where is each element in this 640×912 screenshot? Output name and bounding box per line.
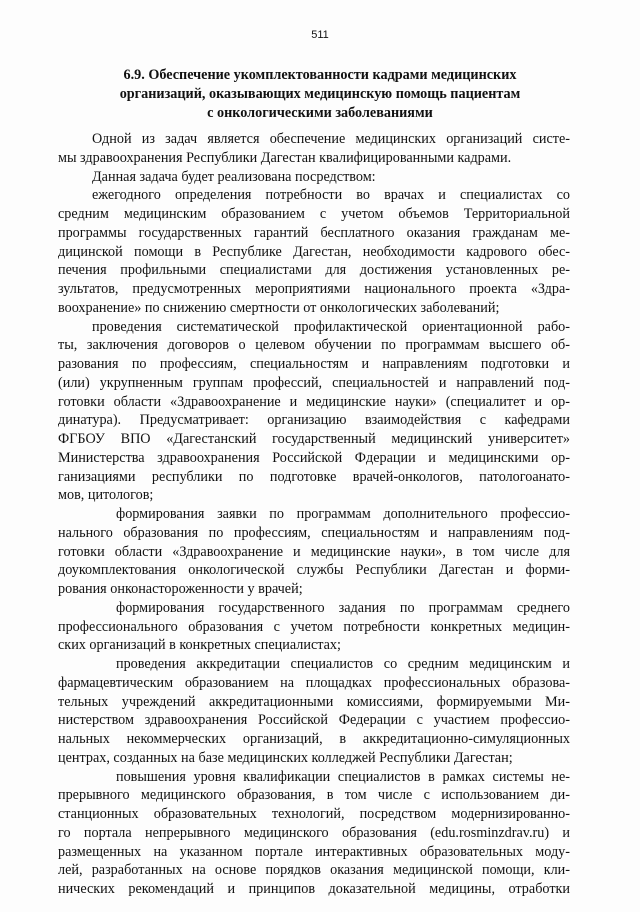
text-line: ских организаций в конкретных специалистах;	[58, 637, 341, 654]
section-heading	[60, 66, 580, 123]
text-line: Данная задача будет реализована посредством:	[92, 168, 376, 185]
text-line: ФГБОУ ВПО «Дагестанский государственный медицинский университет»	[58, 431, 570, 447]
text-line: го портала непрерывного медицинского образования (edu.rosminzdrav.ru) и	[58, 824, 570, 841]
text-line: нальных некоммерческих организаций, в аккредитационно-симуляционных	[58, 731, 570, 747]
text-line: размещенных на указанном портале интерактивных образовательных моду-	[58, 843, 570, 860]
text-line: станционных образовательных технологий, посредством модернизированно-	[58, 806, 570, 822]
paragraph	[58, 768, 570, 899]
paragraph	[58, 168, 570, 187]
text-line: печения профильными специалистами для достижения установленных ре-	[58, 262, 570, 279]
text-line: готовки области «Здравоохранение и медицинские науки» (специалитет и ор-	[58, 393, 570, 410]
text-line: Одной из задач является обеспечение медицинских организаций систе-	[92, 131, 570, 147]
text-line: тельных учреждений аккредитационными комиссиями, формируемыми Ми-	[58, 693, 570, 710]
text-line: нистерством здравоохранения Российской Федерации с участием профессио-	[58, 712, 570, 729]
text-line: центрах, созданных на базе медицинских колледжей Республики Дагестан;	[58, 749, 513, 766]
text-line: зультатов, предусмотренных мероприятиями национального проекта «Здра-	[58, 281, 570, 297]
paragraph	[58, 318, 570, 506]
text-line: профессионального образования с учетом потребности конкретных медицин-	[58, 618, 570, 635]
text-line: формирования заявки по программам дополнительного профессио-	[116, 506, 570, 522]
text-line: готовки области «Здравоохранение и медицинские науки», в том числе для	[58, 543, 570, 560]
text-line: дицинской помощи в Республике Дагестан, необходимости кадрового обес-	[58, 243, 570, 260]
text-line: разования по профессиям, специальностям и направлениям подготовки и	[58, 356, 570, 372]
text-line: формирования государственного задания по программам среднего	[116, 599, 570, 616]
text-line: нального образования по профессиям, специальностям и направлениям под-	[58, 524, 570, 541]
text-line: проведения систематической профилактической ориентационной рабо-	[92, 318, 570, 335]
text-line: ганизациями республики по подготовке врачей-онкологов, патологоанато-	[58, 468, 570, 485]
heading-line: 6.9. Обеспечение укомплектованности кадрами медицинских	[123, 67, 517, 83]
text-line: ты, заключения договоров о целевом обучении по программам высшего об-	[58, 337, 570, 354]
text-line: средним медицинским образованием с учетом объемов Территориальной	[58, 206, 570, 222]
text-line: (или) укрупненным группам профессий, специальностей и направлений под-	[58, 374, 570, 391]
text-line: проведения аккредитации специалистов со средним медицинским и	[116, 656, 570, 672]
page-number: 511	[311, 29, 329, 41]
text-line: рования онконастороженности у врачей;	[58, 581, 303, 597]
text-line: ежегодного определения потребности во врачах и специалистах со	[92, 187, 570, 204]
paragraph	[58, 655, 570, 768]
heading-line: с онкологическими заболеваниями	[207, 105, 433, 121]
document-body	[58, 130, 570, 899]
text-line: нических рекомендаций и принципов доказательной медицины, отработки	[58, 881, 570, 897]
text-line: мов, цитологов;	[58, 487, 154, 504]
text-line: динатура). Предусматривает: организацию взаимодействия с кафедрами	[58, 412, 570, 429]
text-line: Министерства здравоохранения Российской Фдерации и медицинскими ор-	[58, 449, 570, 466]
paragraph	[58, 505, 570, 599]
paragraph	[58, 130, 570, 168]
text-line: воохранение» по снижению смертности от онкологических заболеваний;	[58, 299, 500, 316]
text-line: повышения уровня квалификации специалистов в рамках системы не-	[116, 768, 570, 785]
text-line: фармацевтическим образованием на площадках профессиональных образова-	[58, 674, 570, 691]
text-line: прерывного медицинского образования, в том числе с использованием ди-	[58, 787, 570, 804]
text-line: мы здравоохранения Республики Дагестан квалифицированными кадрами.	[58, 149, 512, 166]
paragraph	[58, 186, 570, 317]
text-line: доукомплектования онкологической службы Республики Дагестан и форми-	[58, 562, 570, 579]
paragraph	[58, 599, 570, 655]
text-line: лей, разработанных на основе порядков оказания медицинской помощи, кли-	[58, 862, 570, 879]
heading-line: организаций, оказывающих медицинскую помощь пациентам	[119, 86, 521, 102]
text-line: программы государственных гарантий бесплатного оказания гражданам ме-	[58, 224, 570, 241]
